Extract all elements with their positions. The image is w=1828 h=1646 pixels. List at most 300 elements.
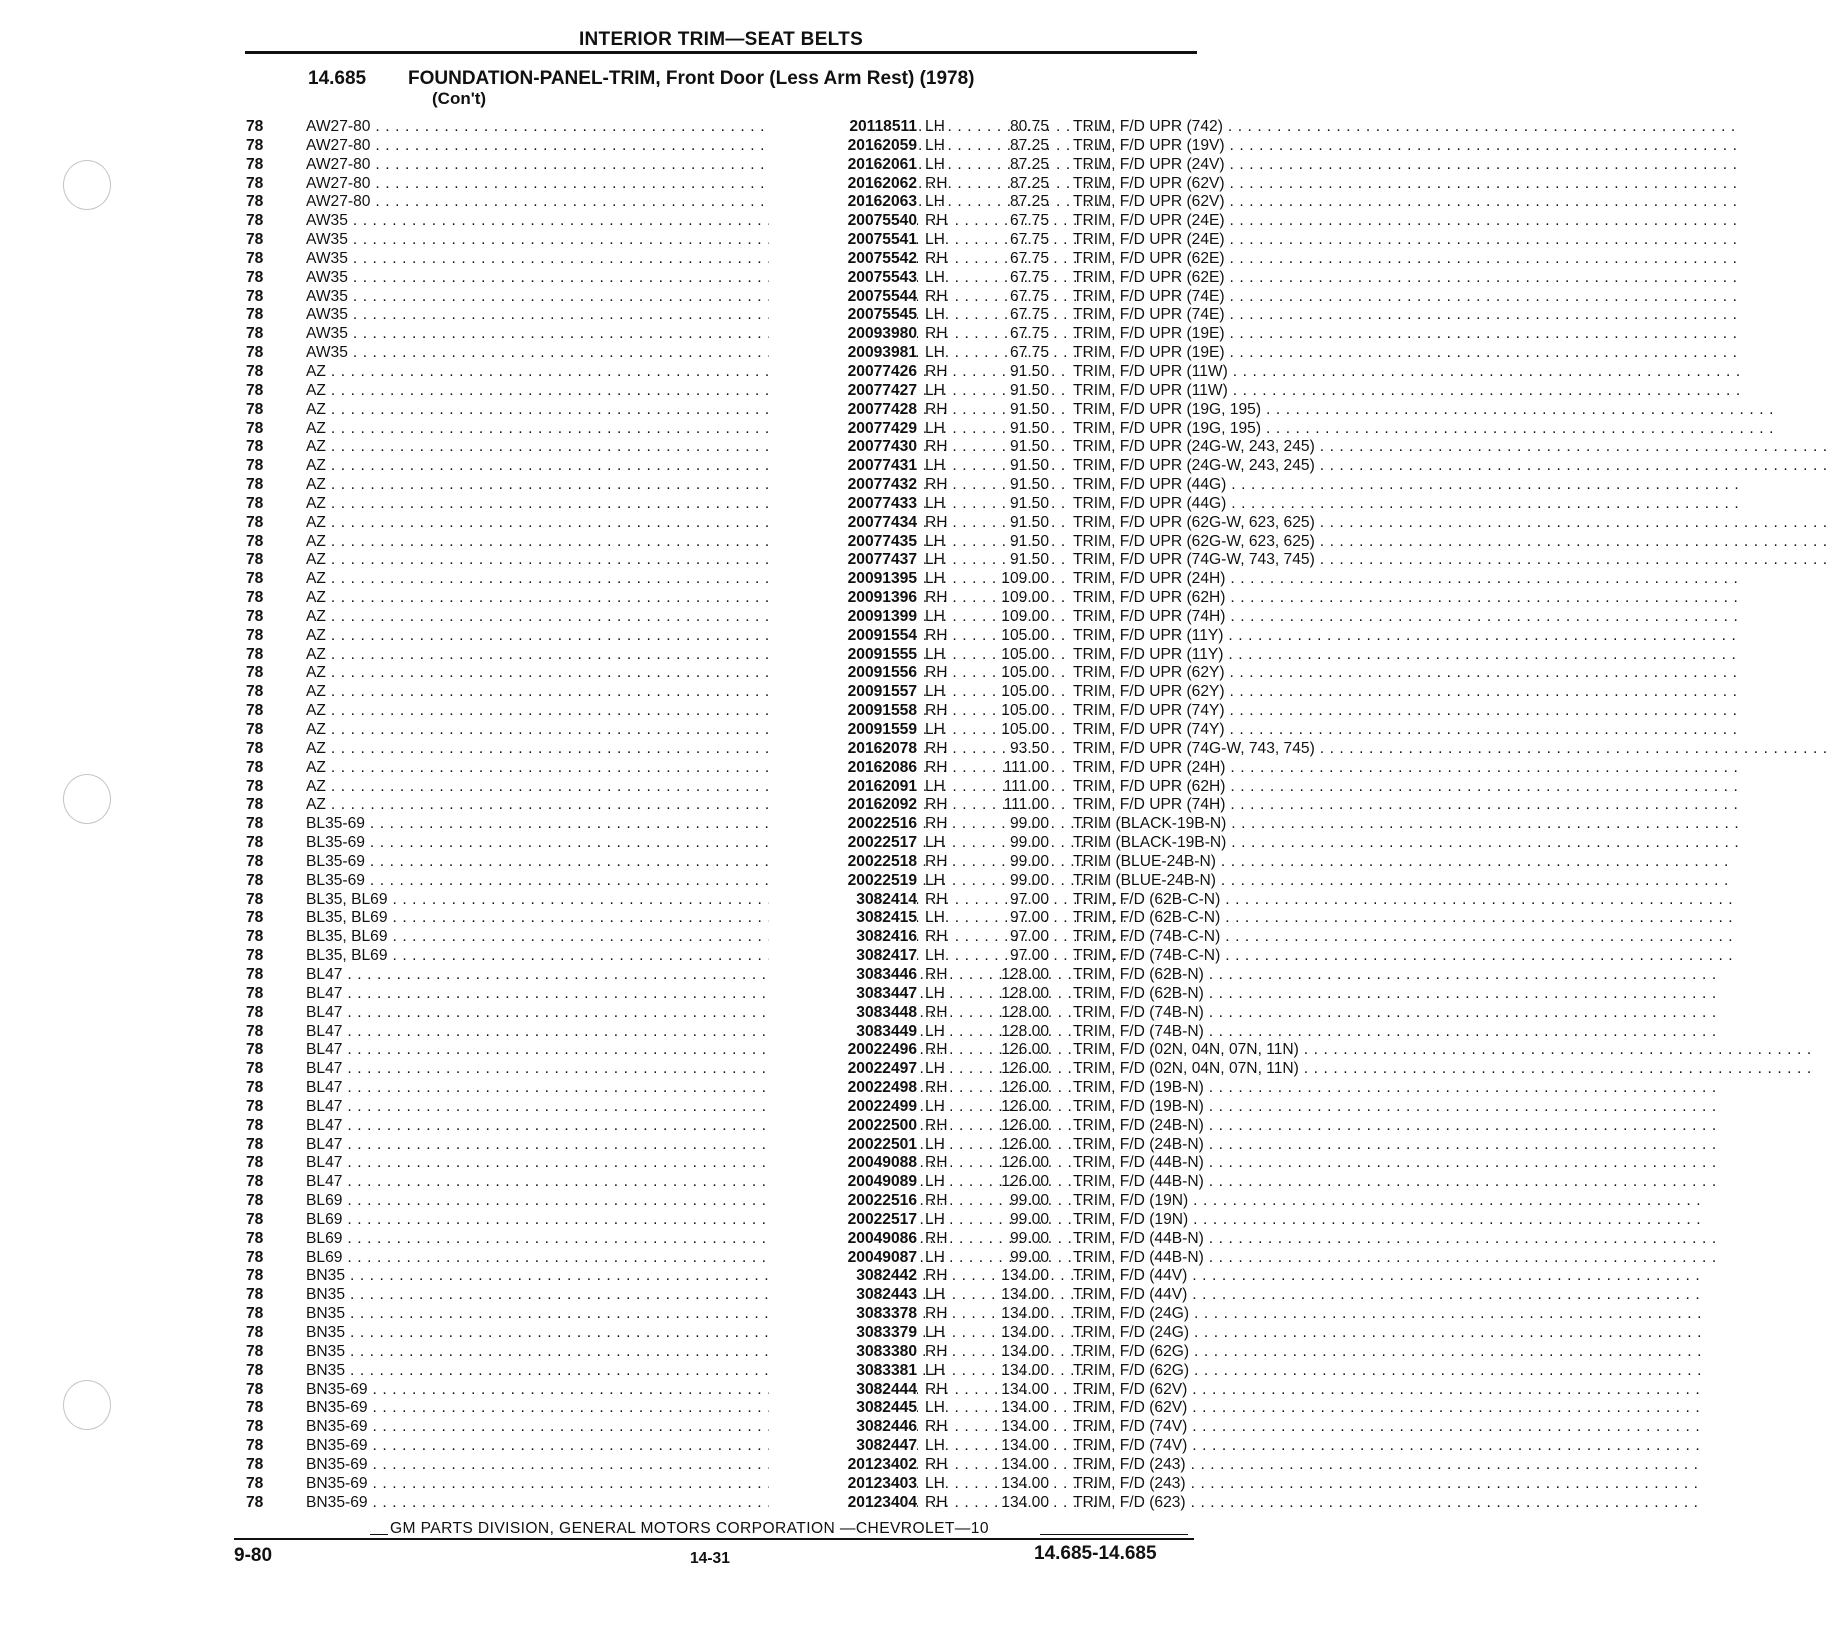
table-row bbox=[243, 890, 1221, 910]
description-cell: TRIM, F/D (24G) . . . bbox=[1073, 1305, 1438, 1324]
part-number-cell: 3082417 bbox=[769, 947, 917, 966]
side-cell: RH bbox=[925, 1493, 948, 1511]
model-cell: AW35 . . . bbox=[306, 288, 816, 307]
part-number-cell: 20049089 bbox=[769, 1173, 917, 1192]
punch-hole bbox=[63, 160, 111, 210]
price-cell: 67.75 bbox=[1009, 249, 1049, 267]
description-cell: TRIM, F/D (243) . . . bbox=[1073, 1456, 1438, 1475]
table-row bbox=[243, 513, 1315, 533]
table-row bbox=[243, 626, 1224, 646]
part-number-cell: 3082444 bbox=[769, 1381, 917, 1400]
price-cell: 91.50 bbox=[1009, 476, 1049, 494]
footer-rule-right bbox=[1040, 1534, 1188, 1535]
price-cell: 126.00 bbox=[1001, 1097, 1049, 1115]
model-cell: AW27-80 . . . bbox=[306, 137, 816, 156]
side-cell: RH bbox=[925, 1455, 948, 1473]
part-number-cell: 20022517 bbox=[769, 834, 917, 853]
price-cell: 134.00 bbox=[1001, 1493, 1049, 1511]
section-range: 14.685-14.685 bbox=[1034, 1543, 1157, 1564]
side-cell: LH bbox=[925, 947, 945, 965]
model-cell: AZ . . . bbox=[306, 457, 816, 476]
year-cell: 78 bbox=[246, 852, 264, 870]
part-number-cell: 20162059 bbox=[769, 137, 917, 156]
table-row bbox=[243, 947, 1221, 966]
year-cell: 78 bbox=[246, 834, 264, 852]
table-row bbox=[243, 871, 1216, 891]
part-number-cell: 20091395 bbox=[769, 570, 917, 589]
description-cell: TRIM, F/D UPR (19V) . . . bbox=[1073, 137, 1438, 156]
year-cell: 78 bbox=[246, 287, 264, 305]
description-cell: TRIM, F/D (62G) . . . bbox=[1073, 1343, 1438, 1362]
table-row bbox=[243, 570, 1226, 589]
side-cell: RH bbox=[925, 702, 948, 720]
price-cell: 134.00 bbox=[1001, 1324, 1049, 1341]
price-cell: 109.00 bbox=[1001, 589, 1049, 607]
year-cell: 78 bbox=[246, 758, 264, 776]
side-cell: RH bbox=[925, 928, 948, 946]
side-cell: LH bbox=[925, 1324, 945, 1341]
side-cell: RH bbox=[925, 664, 948, 682]
part-number-cell: 20075540 bbox=[769, 212, 917, 231]
table-row bbox=[243, 1154, 1203, 1173]
description-cell: TRIM, F/D UPR (11W) . . . bbox=[1073, 363, 1438, 382]
page-header: INTERIOR TRIM—SEAT BELTS bbox=[578, 29, 864, 50]
side-cell: LH bbox=[925, 871, 945, 889]
model-cell: BL69 . . . bbox=[306, 1211, 816, 1230]
price-cell: 97.00 bbox=[1009, 890, 1049, 908]
model-cell: AZ . . . bbox=[306, 702, 816, 721]
description-cell: TRIM, F/D UPR (62H) . . . bbox=[1073, 778, 1438, 797]
model-cell: AZ . . . bbox=[306, 589, 816, 608]
header-rule bbox=[245, 51, 1197, 54]
part-number-cell: 20075542 bbox=[769, 250, 917, 269]
description-cell: TRIM, F/D UPR (24G-W, 243, 245) . . . bbox=[1073, 438, 1438, 457]
price-cell: 99.00 bbox=[1009, 871, 1049, 889]
table-row bbox=[243, 193, 1225, 212]
year-cell: 78 bbox=[246, 607, 264, 625]
model-cell: AZ . . . bbox=[306, 646, 816, 665]
side-cell: LH bbox=[925, 306, 945, 324]
price-cell: 97.00 bbox=[1009, 909, 1049, 927]
year-cell: 78 bbox=[246, 136, 264, 154]
price-cell: 87.25 bbox=[1009, 155, 1049, 173]
side-cell: RH bbox=[925, 1116, 948, 1134]
year-cell: 78 bbox=[246, 645, 264, 663]
description-cell: TRIM, F/D UPR (74H) . . . bbox=[1073, 608, 1438, 627]
year-cell: 78 bbox=[246, 1041, 264, 1059]
part-number-cell: 20162063 bbox=[769, 193, 917, 212]
side-cell: RH bbox=[925, 1003, 948, 1021]
table-row bbox=[243, 1381, 1203, 1400]
part-number-cell: 20077427 bbox=[769, 382, 917, 401]
model-cell: BL35-69 . . . bbox=[306, 853, 816, 872]
description-cell: TRIM, F/D (74B-C-N) . . . bbox=[1073, 928, 1438, 947]
table-row bbox=[243, 174, 1225, 194]
table-row bbox=[243, 1399, 1203, 1418]
part-number-cell: 3082446 bbox=[769, 1418, 917, 1437]
side-cell: LH bbox=[925, 1248, 945, 1266]
table-row bbox=[243, 985, 1203, 1004]
description-cell: TRIM, F/D (44B-N) . . . bbox=[1073, 1230, 1438, 1249]
part-number-cell: 20022519 bbox=[769, 872, 917, 891]
side-cell: LH bbox=[925, 984, 945, 1002]
side-cell: RH bbox=[925, 1079, 948, 1097]
footer-date: 9-80 bbox=[234, 1545, 273, 1566]
description-cell: TRIM, F/D UPR (24G-W, 243, 245) . . . bbox=[1073, 457, 1438, 476]
price-cell: 91.50 bbox=[1009, 362, 1049, 380]
model-cell: BL47 . . . bbox=[306, 1173, 816, 1192]
table-row bbox=[243, 362, 1228, 382]
model-cell: BN35-69 . . . bbox=[306, 1494, 816, 1513]
description-cell: TRIM, F/D UPR (11W) . . . bbox=[1073, 382, 1438, 401]
table-row bbox=[243, 551, 1315, 570]
model-cell: AW27-80 . . . bbox=[306, 193, 816, 212]
table-row bbox=[243, 966, 1203, 985]
table-row bbox=[243, 476, 1227, 495]
model-cell: AZ . . . bbox=[306, 570, 816, 589]
price-cell: 134.00 bbox=[1001, 1380, 1049, 1398]
side-cell: LH bbox=[925, 193, 945, 211]
side-cell: RH bbox=[925, 1418, 948, 1436]
model-cell: BN35 . . . bbox=[306, 1267, 816, 1286]
description-cell: TRIM, F/D UPR (11Y) . . . bbox=[1073, 646, 1438, 665]
table-row bbox=[243, 645, 1224, 665]
part-number-cell: 3083380 bbox=[769, 1343, 917, 1362]
side-cell: LH bbox=[925, 909, 945, 927]
price-cell: 67.75 bbox=[1009, 268, 1049, 286]
table-row bbox=[243, 815, 1227, 834]
model-cell: AZ . . . bbox=[306, 382, 816, 401]
description-cell: TRIM, F/D (74V) . . . bbox=[1073, 1437, 1438, 1456]
description-cell: TRIM, F/D UPR (74Y) . . . bbox=[1073, 721, 1438, 740]
price-cell: 87.25 bbox=[1009, 136, 1049, 154]
side-cell: RH bbox=[925, 362, 948, 380]
description-cell: TRIM, F/D UPR (62G-W, 623, 625) . . . bbox=[1073, 533, 1438, 552]
price-cell: 134.00 bbox=[1001, 1267, 1049, 1285]
price-cell: 91.50 bbox=[1009, 532, 1049, 550]
price-cell: 91.50 bbox=[1009, 513, 1049, 531]
price-cell: 99.00 bbox=[1009, 834, 1049, 852]
side-cell: LH bbox=[925, 721, 945, 738]
year-cell: 78 bbox=[246, 1380, 264, 1398]
model-cell: AZ . . . bbox=[306, 608, 816, 627]
model-cell: BL47 . . . bbox=[306, 966, 816, 985]
description-cell: TRIM, F/D UPR (24E) . . . bbox=[1073, 231, 1438, 250]
year-cell: 78 bbox=[246, 947, 264, 965]
year-cell: 78 bbox=[246, 1154, 264, 1172]
table-row bbox=[243, 1437, 1203, 1456]
year-cell: 78 bbox=[246, 381, 264, 399]
price-cell: 128.00 bbox=[1001, 1003, 1049, 1021]
part-number-cell: 20162062 bbox=[769, 175, 917, 194]
description-cell: TRIM, F/D UPR (24V) . . . bbox=[1073, 156, 1438, 175]
side-cell: RH bbox=[925, 1342, 948, 1360]
year-cell: 78 bbox=[246, 212, 264, 230]
description-cell: TRIM, F/D (62V) . . . bbox=[1073, 1399, 1438, 1418]
price-cell: 105.00 bbox=[1001, 721, 1049, 738]
price-cell: 134.00 bbox=[1001, 1418, 1049, 1436]
side-cell: RH bbox=[925, 1041, 948, 1059]
table-row bbox=[243, 1324, 1203, 1343]
side-cell: LH bbox=[925, 551, 945, 569]
side-cell: LH bbox=[925, 1210, 945, 1228]
year-cell: 78 bbox=[246, 1003, 264, 1021]
description-cell: TRIM, F/D (74B-N) . . . bbox=[1073, 1023, 1438, 1042]
model-cell: AZ . . . bbox=[306, 721, 816, 740]
side-cell: LH bbox=[925, 607, 945, 625]
year-cell: 78 bbox=[246, 1097, 264, 1115]
price-cell: 109.00 bbox=[1001, 607, 1049, 625]
price-cell: 99.00 bbox=[1009, 852, 1049, 870]
side-cell: RH bbox=[925, 758, 948, 776]
table-row bbox=[243, 494, 1227, 514]
part-number-cell: 20077429 bbox=[769, 420, 917, 439]
model-cell: AZ . . . bbox=[306, 778, 816, 797]
table-row bbox=[243, 419, 1262, 439]
part-number-cell: 3083449 bbox=[769, 1023, 917, 1042]
part-number-cell: 20022496 bbox=[769, 1041, 917, 1060]
side-cell: RH bbox=[925, 287, 948, 305]
table-row bbox=[243, 1192, 1203, 1211]
year-cell: 78 bbox=[246, 1079, 264, 1097]
price-cell: 134.00 bbox=[1001, 1286, 1049, 1304]
year-cell: 78 bbox=[246, 1418, 264, 1436]
description-cell: TRIM, F/D (44B-N) . . . bbox=[1073, 1154, 1438, 1173]
part-number-cell: 20077437 bbox=[769, 551, 917, 570]
year-cell: 78 bbox=[246, 796, 264, 814]
year-cell: 78 bbox=[246, 777, 264, 795]
part-number-cell: 20091559 bbox=[769, 721, 917, 740]
price-cell: 128.00 bbox=[1001, 1022, 1049, 1040]
price-cell: 134.00 bbox=[1001, 1305, 1049, 1323]
side-cell: RH bbox=[925, 1154, 948, 1172]
year-cell: 78 bbox=[246, 174, 264, 192]
description-cell: TRIM, F/D UPR (19E) . . . bbox=[1073, 344, 1438, 363]
year-cell: 78 bbox=[246, 268, 264, 286]
price-cell: 134.00 bbox=[1001, 1455, 1049, 1473]
year-cell: 78 bbox=[246, 1248, 264, 1266]
model-cell: AW35 . . . bbox=[306, 250, 816, 269]
part-number-cell: 20162078 bbox=[769, 740, 917, 759]
description-cell: TRIM, F/D UPR (742) . . . bbox=[1073, 118, 1438, 137]
model-cell: AW35 . . . bbox=[306, 306, 816, 325]
price-cell: 91.50 bbox=[1009, 381, 1049, 399]
year-cell: 78 bbox=[246, 249, 264, 267]
part-number-cell: 3082414 bbox=[769, 891, 917, 910]
price-cell: 105.00 bbox=[1001, 626, 1049, 644]
year-cell: 78 bbox=[246, 702, 264, 720]
part-number-cell: 3082416 bbox=[769, 928, 917, 947]
price-cell: 80.75 bbox=[1009, 118, 1049, 135]
model-cell: AZ . . . bbox=[306, 551, 816, 570]
part-number-cell: 20022500 bbox=[769, 1117, 917, 1136]
year-cell: 78 bbox=[246, 1116, 264, 1134]
price-cell: 134.00 bbox=[1001, 1399, 1049, 1417]
year-cell: 78 bbox=[246, 419, 264, 437]
part-number-cell: 20118511 bbox=[769, 118, 917, 137]
part-number-cell: 20091558 bbox=[769, 702, 917, 721]
side-cell: LH bbox=[925, 268, 945, 286]
part-number-cell: 20077428 bbox=[769, 401, 917, 420]
description-cell: TRIM, F/D (74V) . . . bbox=[1073, 1418, 1438, 1437]
model-cell: AZ . . . bbox=[306, 664, 816, 683]
price-cell: 134.00 bbox=[1001, 1437, 1049, 1455]
model-cell: BL47 . . . bbox=[306, 1004, 816, 1023]
price-cell: 67.75 bbox=[1009, 231, 1049, 249]
table-row bbox=[243, 683, 1225, 702]
year-cell: 78 bbox=[246, 1210, 264, 1228]
model-cell: AZ . . . bbox=[306, 627, 816, 646]
table-row bbox=[243, 1060, 1299, 1079]
model-cell: AZ . . . bbox=[306, 438, 816, 457]
model-cell: BN35 . . . bbox=[306, 1324, 816, 1343]
footer-rule bbox=[234, 1538, 1194, 1540]
description-cell: TRIM, F/D (24B-N) . . . bbox=[1073, 1136, 1438, 1155]
part-number-cell: 20123404 bbox=[769, 1494, 917, 1513]
price-cell: 91.50 bbox=[1009, 457, 1049, 475]
description-cell: TRIM, F/D (44V) . . . bbox=[1073, 1286, 1438, 1305]
part-number-cell: 20022517 bbox=[769, 1211, 917, 1230]
year-cell: 78 bbox=[246, 155, 264, 173]
side-cell: LH bbox=[925, 381, 945, 399]
table-row bbox=[243, 532, 1315, 552]
table-row bbox=[243, 155, 1225, 175]
part-number-cell: 20077430 bbox=[769, 438, 917, 457]
table-row bbox=[243, 777, 1226, 797]
side-cell: LH bbox=[925, 494, 945, 512]
side-cell: LH bbox=[925, 1286, 945, 1304]
price-cell: 134.00 bbox=[1001, 1361, 1049, 1379]
description-cell: TRIM, F/D UPR (11Y) . . . bbox=[1073, 627, 1438, 646]
table-row bbox=[243, 852, 1216, 872]
model-cell: BL69 . . . bbox=[306, 1230, 816, 1249]
table-row bbox=[243, 1343, 1203, 1362]
year-cell: 78 bbox=[246, 683, 264, 701]
price-cell: 105.00 bbox=[1001, 664, 1049, 682]
part-number-cell: 20077432 bbox=[769, 476, 917, 495]
table-row bbox=[243, 136, 1225, 156]
model-cell: AZ . . . bbox=[306, 796, 816, 815]
side-cell: RH bbox=[925, 513, 948, 531]
table-row bbox=[243, 928, 1221, 947]
table-row bbox=[243, 1098, 1203, 1117]
model-cell: BN35-69 . . . bbox=[306, 1418, 816, 1437]
description-cell: TRIM, F/D UPR (74H) . . . bbox=[1073, 796, 1438, 815]
year-cell: 78 bbox=[246, 1267, 264, 1285]
model-cell: AZ . . . bbox=[306, 420, 816, 439]
price-cell: 87.25 bbox=[1009, 193, 1049, 211]
price-cell: 105.00 bbox=[1001, 645, 1049, 663]
year-cell: 78 bbox=[246, 928, 264, 946]
table-row bbox=[243, 721, 1225, 740]
section-subtitle: (Con't) bbox=[432, 89, 487, 108]
table-row bbox=[243, 1041, 1299, 1060]
side-cell: LH bbox=[925, 344, 945, 362]
price-cell: 99.00 bbox=[1009, 1210, 1049, 1228]
side-cell: LH bbox=[925, 1437, 945, 1455]
side-cell: RH bbox=[925, 815, 948, 833]
description-cell: TRIM, F/D (19B-N) . . . bbox=[1073, 1098, 1438, 1117]
side-cell: RH bbox=[925, 1305, 948, 1323]
description-cell: TRIM, F/D (44B-N) . . . bbox=[1073, 1249, 1438, 1268]
price-cell: 109.00 bbox=[1001, 570, 1049, 588]
table-row bbox=[243, 1117, 1203, 1136]
table-row bbox=[243, 1023, 1203, 1042]
side-cell: LH bbox=[925, 834, 945, 852]
model-cell: BL47 . . . bbox=[306, 1060, 816, 1079]
side-cell: RH bbox=[925, 626, 948, 644]
year-cell: 78 bbox=[246, 965, 264, 983]
year-cell: 78 bbox=[246, 118, 264, 135]
price-cell: 126.00 bbox=[1001, 1173, 1049, 1191]
footer-rule-left bbox=[370, 1534, 388, 1535]
price-cell: 134.00 bbox=[1001, 1342, 1049, 1360]
part-number-cell: 3083381 bbox=[769, 1362, 917, 1381]
year-cell: 78 bbox=[246, 739, 264, 757]
part-number-cell: 3082442 bbox=[769, 1267, 917, 1286]
part-number-cell: 20075541 bbox=[769, 231, 917, 250]
table-row bbox=[243, 249, 1225, 269]
model-cell: AW27-80 . . . bbox=[306, 156, 816, 175]
model-cell: BN35-69 . . . bbox=[306, 1475, 816, 1494]
description-cell: TRIM, F/D (19B-N) . . . bbox=[1073, 1079, 1438, 1098]
side-cell: LH bbox=[925, 570, 945, 588]
table-row bbox=[243, 589, 1226, 608]
price-cell: 67.75 bbox=[1009, 344, 1049, 362]
description-cell: TRIM, F/D (02N, 04N, 07N, 11N) . . . bbox=[1073, 1060, 1438, 1079]
description-cell: TRIM, F/D UPR (44G) . . . bbox=[1073, 476, 1438, 495]
table-row bbox=[243, 381, 1228, 401]
year-cell: 78 bbox=[246, 589, 264, 607]
model-cell: AZ . . . bbox=[306, 533, 816, 552]
section-title: FOUNDATION-PANEL-TRIM, Front Door (Less Arm Rest) (1978) bbox=[408, 68, 975, 89]
part-number-cell: 3083448 bbox=[769, 1004, 917, 1023]
year-cell: 78 bbox=[246, 664, 264, 682]
model-cell: AZ . . . bbox=[306, 683, 816, 702]
price-cell: 99.00 bbox=[1009, 815, 1049, 833]
description-cell: TRIM, F/D UPR (62G-W, 623, 625) . . . bbox=[1073, 514, 1438, 533]
price-cell: 99.00 bbox=[1009, 1229, 1049, 1247]
year-cell: 78 bbox=[246, 344, 264, 362]
part-number-cell: 20077434 bbox=[769, 514, 917, 533]
model-cell: BL47 . . . bbox=[306, 1117, 816, 1136]
side-cell: RH bbox=[925, 852, 948, 870]
year-cell: 78 bbox=[246, 626, 264, 644]
model-cell: BL47 . . . bbox=[306, 1079, 816, 1098]
price-cell: 126.00 bbox=[1001, 1116, 1049, 1134]
part-number-cell: 20049088 bbox=[769, 1154, 917, 1173]
price-cell: 97.00 bbox=[1009, 947, 1049, 965]
part-number-cell: 3082443 bbox=[769, 1286, 917, 1305]
year-cell: 78 bbox=[246, 1342, 264, 1360]
model-cell: BL47 . . . bbox=[306, 1023, 816, 1042]
description-cell: TRIM, F/D (44B-N) . . . bbox=[1073, 1173, 1438, 1192]
table-row bbox=[243, 1305, 1203, 1324]
side-cell: RH bbox=[925, 1229, 948, 1247]
part-number-cell: 20077426 bbox=[769, 363, 917, 382]
table-row bbox=[243, 287, 1225, 307]
side-cell: LH bbox=[925, 1135, 945, 1153]
table-row bbox=[243, 1136, 1203, 1155]
price-cell: 67.75 bbox=[1009, 306, 1049, 324]
price-cell: 91.50 bbox=[1009, 419, 1049, 437]
model-cell: BL69 . . . bbox=[306, 1192, 816, 1211]
part-number-cell: 3082445 bbox=[769, 1399, 917, 1418]
price-cell: 93.50 bbox=[1009, 739, 1049, 757]
side-cell: LH bbox=[925, 532, 945, 550]
side-cell: LH bbox=[925, 231, 945, 249]
model-cell: AZ . . . bbox=[306, 514, 816, 533]
